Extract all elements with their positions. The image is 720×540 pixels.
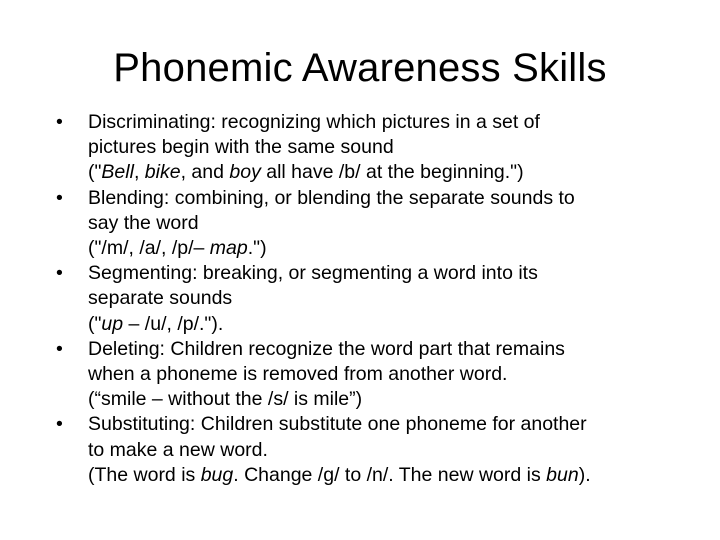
bullet-example-line bbox=[88, 463, 678, 488]
bullet-item-segmenting bbox=[56, 261, 678, 337]
bullet-item-blending bbox=[56, 186, 678, 262]
bullet-item-discriminating bbox=[56, 110, 678, 186]
example-word: up bbox=[101, 312, 124, 335]
example-word: bike bbox=[144, 161, 181, 184]
text-segment: – /u/, /p/."). bbox=[123, 312, 224, 335]
example-word: boy bbox=[229, 161, 261, 184]
example-word: map bbox=[209, 237, 248, 260]
bullet-example-line bbox=[88, 312, 678, 337]
bullet-line: say the word bbox=[88, 211, 199, 234]
example-word: Bell bbox=[101, 161, 134, 184]
bullet-line: Blending: combining, or blending the separate sounds to bbox=[88, 186, 575, 209]
bullet-example-line bbox=[88, 160, 678, 185]
bullet-line: separate sounds bbox=[88, 287, 233, 310]
bullet-item-substituting bbox=[56, 412, 678, 488]
text-segment: (" bbox=[88, 161, 102, 184]
example-word: bun bbox=[546, 463, 579, 486]
bullet-example-line bbox=[88, 236, 678, 261]
text-segment: , and bbox=[180, 161, 230, 184]
text-segment: . Change /g/ to /n/. The new word is bbox=[233, 463, 547, 486]
text-segment: , bbox=[133, 161, 145, 184]
bullet-icon: • bbox=[56, 186, 63, 209]
text-segment: ("/m/, /a/, /p/– bbox=[88, 237, 210, 260]
bullet-line: Discriminating: recognizing which pictures in a set of bbox=[88, 111, 540, 133]
bullet-icon: • bbox=[56, 413, 63, 436]
text-segment: (The word is bbox=[88, 463, 201, 486]
bullet-line: pictures begin with the same sound bbox=[88, 136, 394, 159]
bullet-line: to make a new word. bbox=[88, 438, 268, 461]
bullet-icon: • bbox=[56, 262, 63, 285]
text-segment: ). bbox=[578, 463, 591, 486]
bullet-icon: • bbox=[56, 111, 63, 133]
text-segment: all have /b/ at the beginning.") bbox=[260, 161, 524, 184]
bullet-line: Segmenting: breaking, or segmenting a word into its bbox=[88, 262, 538, 285]
bullet-line: Deleting: Children recognize the word part that remains bbox=[88, 337, 565, 360]
bullet-item-deleting bbox=[56, 337, 678, 413]
bullet-list bbox=[56, 110, 678, 488]
bullet-line: Substituting: Children substitute one phoneme for another bbox=[88, 413, 587, 436]
text-segment: (" bbox=[88, 312, 102, 335]
text-segment: .") bbox=[247, 237, 267, 260]
example-word: bug bbox=[200, 463, 234, 486]
bullet-example-line: (“smile – without the /s/ is mile”) bbox=[88, 388, 363, 411]
bullet-line: when a phoneme is removed from another word. bbox=[88, 363, 508, 386]
slide-title: Phonemic Awareness Skills bbox=[113, 46, 607, 90]
bullet-icon: • bbox=[56, 337, 63, 360]
